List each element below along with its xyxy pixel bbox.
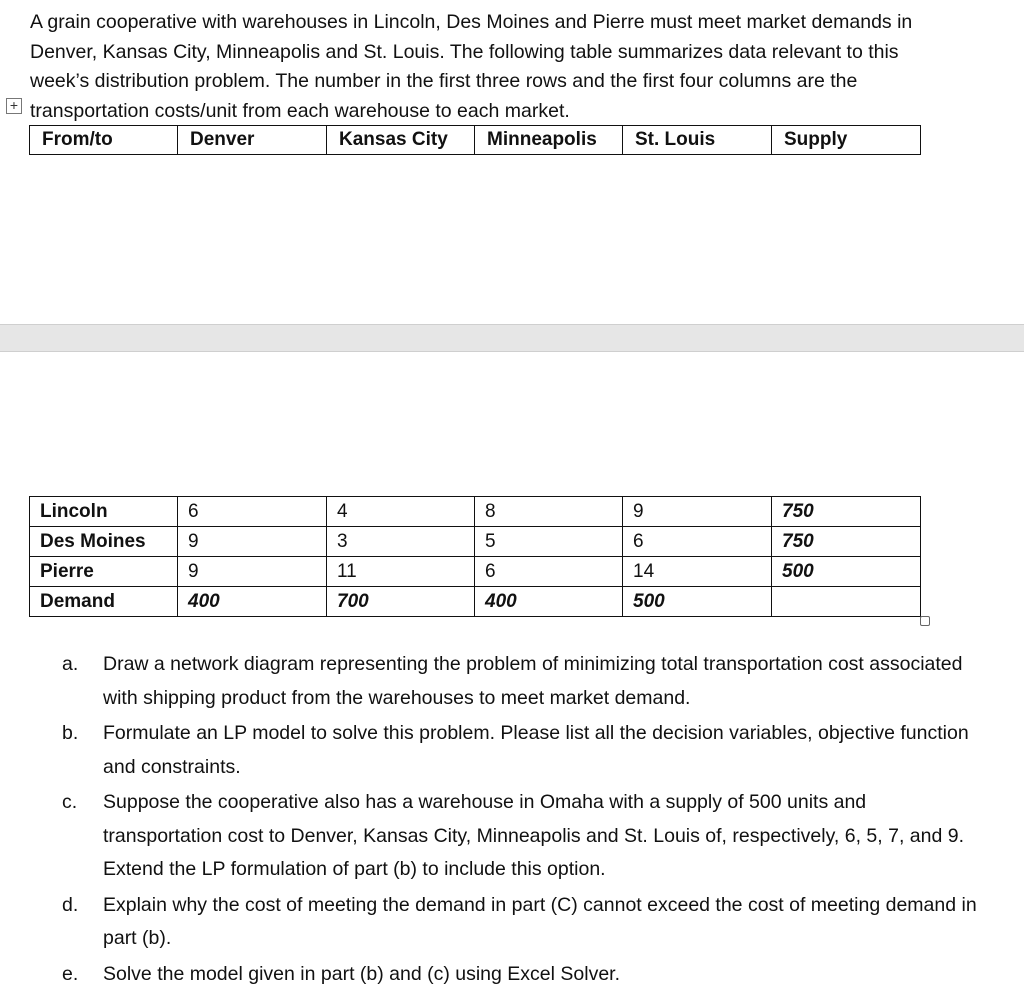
cell-demand-denver: 400 bbox=[178, 587, 327, 617]
table-row bbox=[30, 557, 921, 587]
table-move-handle-icon[interactable]: + bbox=[6, 98, 22, 114]
cell-des-moines-supply: 750 bbox=[772, 527, 921, 557]
row-label-lincoln: Lincoln bbox=[30, 497, 178, 527]
page-break bbox=[0, 324, 1024, 352]
cell-lincoln-kansas-city: 4 bbox=[327, 497, 475, 527]
header-row bbox=[30, 126, 921, 155]
question-list bbox=[62, 648, 982, 993]
question-text: Formulate an LP model to solve this problem. Please list all the decision variables, objective function and constraints. bbox=[103, 722, 969, 778]
cell-pierre-minneapolis: 6 bbox=[475, 557, 623, 587]
cell-demand-supply bbox=[772, 587, 921, 617]
cell-des-moines-denver: 9 bbox=[178, 527, 327, 557]
question-text: Explain why the cost of meeting the demand in part (C) cannot exceed the cost of meeting demand in part (b). bbox=[103, 893, 977, 949]
table-row bbox=[30, 527, 921, 557]
header-supply: Supply bbox=[772, 126, 921, 155]
cell-pierre-denver: 9 bbox=[178, 557, 327, 587]
table-row bbox=[30, 497, 921, 527]
header-from-to: From/to bbox=[30, 126, 178, 155]
question-letter: d. bbox=[62, 893, 79, 916]
header-kansas-city: Kansas City bbox=[327, 126, 475, 155]
cell-des-moines-st-louis: 6 bbox=[623, 527, 772, 557]
cell-des-moines-minneapolis: 5 bbox=[475, 527, 623, 557]
list-item bbox=[62, 889, 982, 956]
cell-demand-kansas-city: 700 bbox=[327, 587, 475, 617]
table-body bbox=[29, 496, 921, 617]
cell-demand-minneapolis: 400 bbox=[475, 587, 623, 617]
cell-pierre-supply: 500 bbox=[772, 557, 921, 587]
row-label-des-moines: Des Moines bbox=[30, 527, 178, 557]
list-item bbox=[62, 958, 982, 992]
list-item bbox=[62, 717, 982, 784]
cell-lincoln-st-louis: 9 bbox=[623, 497, 772, 527]
table-resize-handle-icon[interactable] bbox=[920, 616, 930, 626]
question-text: Draw a network diagram representing the problem of minimizing total transportation cost associated with shipping product from the warehouses to meet market demand. bbox=[103, 653, 963, 709]
row-label-demand: Demand bbox=[30, 587, 178, 617]
question-letter: b. bbox=[62, 722, 79, 744]
cell-pierre-kansas-city: 11 bbox=[327, 557, 475, 587]
list-item bbox=[62, 648, 982, 715]
table-header bbox=[29, 125, 921, 155]
list-item bbox=[62, 786, 982, 887]
cell-demand-st-louis: 500 bbox=[623, 587, 772, 617]
cell-des-moines-kansas-city: 3 bbox=[327, 527, 475, 557]
cell-lincoln-minneapolis: 8 bbox=[475, 497, 623, 527]
question-letter: e. bbox=[62, 962, 79, 985]
intro-paragraph: A grain cooperative with warehouses in Lincoln, Des Moines and Pierre must meet market demands in Denver, Kansas City, Minneapolis and St. Louis. The following table summarizes data relevant to this week’s distribution problem. The number in the first three rows and the first four columns are the transportation costs/unit from each warehouse to each market. bbox=[30, 11, 913, 122]
cell-lincoln-supply: 750 bbox=[772, 497, 921, 527]
cell-pierre-st-louis: 14 bbox=[623, 557, 772, 587]
question-text: Suppose the cooperative also has a warehouse in Omaha with a supply of 500 units and transportation cost to Denver, Kansas City, Minneapolis and St. Louis of, respectively, 6, 5, 7, and 9. Extend the LP formulation of part (b) to include this option. bbox=[103, 791, 964, 880]
row-label-pierre: Pierre bbox=[30, 557, 178, 587]
header-denver: Denver bbox=[178, 126, 327, 155]
question-letter: a. bbox=[62, 653, 79, 675]
header-st-louis: St. Louis bbox=[623, 126, 772, 155]
header-minneapolis: Minneapolis bbox=[475, 126, 623, 155]
table-row bbox=[30, 587, 921, 617]
question-text: Solve the model given in part (b) and (c) using Excel Solver. bbox=[103, 962, 621, 985]
question-letter: c. bbox=[62, 791, 78, 813]
cell-lincoln-denver: 6 bbox=[178, 497, 327, 527]
